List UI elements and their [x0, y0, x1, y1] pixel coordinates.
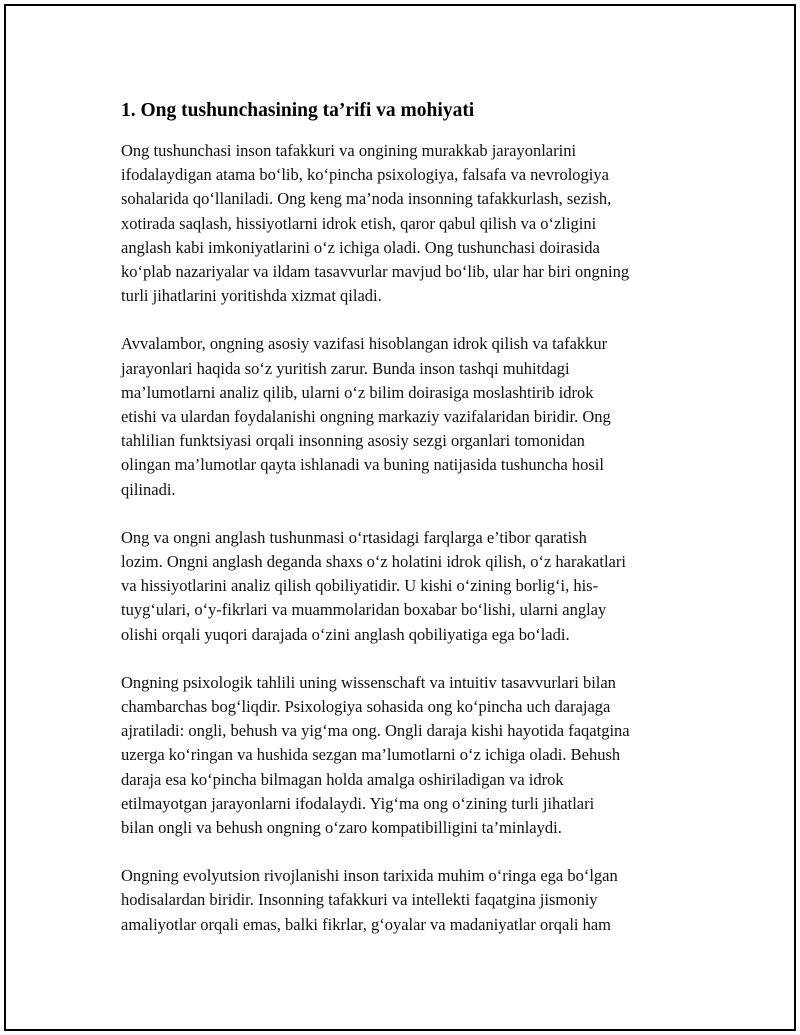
- text-line: ko‘plab nazariyalar va ildam tasavvurlar mavjud bo‘lib, ular har biri ongning: [121, 262, 630, 282]
- text-line: etilmayotgan jarayonlarni ifodalaydi. Yig‘ma ong o‘zining turli jihatlari: [121, 793, 595, 813]
- text-line: turli jihatlarini yoritishda xizmat qiladi.: [121, 286, 382, 306]
- text-line: anglash kabi imkoniyatlarini o‘z ichiga oladi. Ong tushunchasi doirasida: [121, 237, 600, 257]
- section-heading: 1. Ong tushunchasining ta’rifi va mohiyati: [121, 100, 475, 121]
- paragraph: [121, 332, 701, 501]
- text-line: Ongning psixologik tahlili uning wissenschaft va intuitiv tasavvurlari bilan: [121, 672, 616, 692]
- document-body: [121, 98, 701, 961]
- document-page: [4, 4, 796, 1031]
- text-line: xotirada saqlash, hissiyotlarni idrok etish, qaror qabul qilish va o‘zligini: [121, 213, 597, 233]
- text-line: ajratiladi: ongli, behush va yig‘ma ong. Ongli daraja kishi hayotida faqatgina: [121, 721, 630, 741]
- paragraph: [121, 139, 701, 308]
- text-line: Ong va ongni anglash tushunmasi o‘rtasidagi farqlarga e’tibor qaratish: [121, 527, 587, 547]
- text-line: hodisalardan biridir. Insonning tafakkuri va intellekti faqatgina jismoniy: [121, 890, 598, 910]
- text-line: etishi va ulardan foydalanishi ongning markaziy vazifalaridan biridir. Ong: [121, 407, 611, 427]
- text-line: qilinadi.: [121, 479, 176, 499]
- text-line: va hissiyotlarini analiz qilish qobiliyatidir. U kishi o‘zining borlig‘i, his-: [121, 576, 599, 596]
- text-line: olingan ma’lumotlar qayta ishlanadi va buning natijasida tushuncha hosil: [121, 455, 604, 475]
- text-line: Ong tushunchasi inson tafakkuri va ongining murakkab jarayonlarini: [121, 141, 577, 160]
- paragraph: [121, 526, 701, 647]
- paragraph: [121, 671, 701, 840]
- text-line: bilan ongli va behush ongning o‘zaro kompatibilligini ta’minlaydi.: [121, 818, 562, 838]
- text-line: chambarchas bog‘liqdir. Psixologiya sohasida ong ko‘pincha uch darajaga: [121, 697, 611, 717]
- paragraph: [121, 864, 701, 937]
- text-line: Ongning evolyutsion rivojlanishi inson tarixida muhim o‘ringa ega bo‘lgan: [121, 866, 618, 886]
- text-line: daraja esa ko‘pincha bilmagan holda amalga oshiriladigan va idrok: [121, 769, 564, 789]
- text-line: olishi orqali yuqori darajada o‘zini anglash qobiliyatiga ega bo‘ladi.: [121, 624, 570, 644]
- text-line: amaliyotlar orqali emas, balki fikrlar, g‘oyalar va madaniyatlar orqali ham: [121, 914, 612, 934]
- text-line: ifodalaydigan atama bo‘lib, ko‘pincha psixologiya, falsafa va nevrologiya: [121, 165, 609, 185]
- text-line: Avvalambor, ongning asosiy vazifasi hisoblangan idrok qilish va tafakkur: [121, 334, 608, 354]
- text-line: tahlilian funktsiyasi orqali insonning asosiy sezgi organlari tomonidan: [121, 431, 585, 451]
- text-line: ma’lumotlarni analiz qilib, ularni o‘z bilim doirasiga moslashtirib idrok: [121, 382, 594, 402]
- paragraphs-container: [121, 139, 701, 937]
- text-line: sohalarida qo‘llaniladi. Ong keng ma’noda insonning tafakkurlash, sezish,: [121, 189, 612, 209]
- text-line: jarayonlari haqida so‘z yuritish zarur. Bunda inson tashqi muhitdagi: [121, 358, 570, 378]
- text-line: uzerga ko‘ringan va hushida sezgan ma’lumotlarni o‘z ichiga oladi. Behush: [121, 745, 621, 765]
- text-line: lozim. Ongni anglash deganda shaxs o‘z holatini idrok qilish, o‘z harakatlari: [121, 552, 626, 572]
- text-line: tuyg‘ulari, o‘y-fikrlari va muammolaridan boxabar bo‘lishi, ularni anglay: [121, 600, 607, 620]
